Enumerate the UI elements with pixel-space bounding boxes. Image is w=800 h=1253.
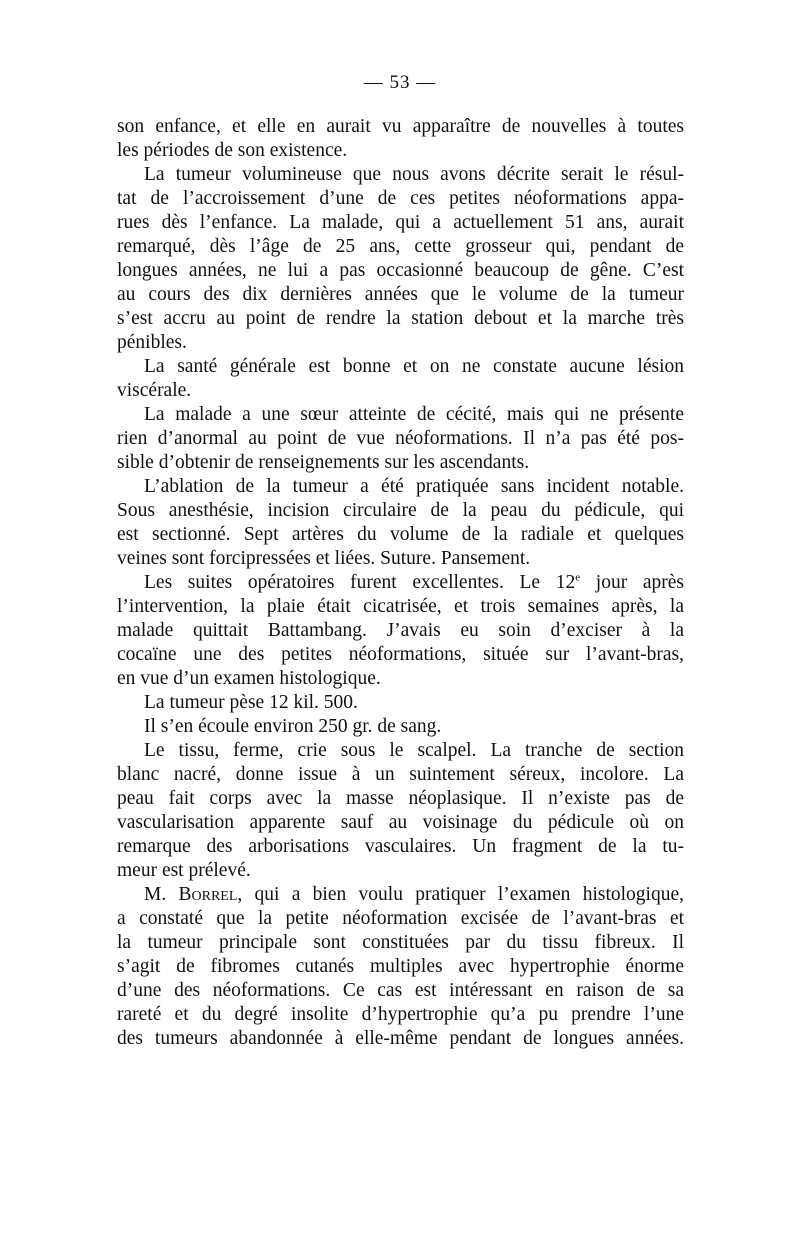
text-line: La malade a une sœur atteinte de cécité, mais qui ne présente bbox=[144, 404, 684, 425]
text-line: au cours des dix dernières années que le volume de la tumeur bbox=[117, 284, 684, 305]
text-line: L’ablation de la tumeur a été pratiquée sans incident notable. bbox=[144, 476, 684, 497]
text-line: longues années, ne lui a pas occasionné beaucoup de gêne. C’est bbox=[117, 260, 684, 281]
text-line: tat de l’accroissement d’une de ces petites néoformations appa- bbox=[117, 188, 684, 209]
text-line: pénibles. bbox=[117, 332, 187, 353]
text-line: Sous anesthésie, incision circulaire de la peau du pédicule, qui bbox=[117, 500, 684, 521]
text-line: Il s’en écoule environ 250 gr. de sang. bbox=[144, 716, 442, 737]
text-line: des tumeurs abandonnée à elle-même pendant de longues années. bbox=[117, 1028, 684, 1049]
text-line: rues dès l’enfance. La malade, qui a actuellement 51 ans, aurait bbox=[117, 212, 684, 233]
text-line: en vue d’un examen histologique. bbox=[117, 668, 381, 689]
text-line: sible d’obtenir de renseignements sur les ascendants. bbox=[117, 452, 530, 473]
text-line: malade quittait Battambang. J’avais eu soin d’exciser à la bbox=[117, 620, 684, 641]
text-line: s’agit de fibromes cutanés multiples avec hypertrophie énorme bbox=[117, 956, 684, 977]
body-text bbox=[117, 115, 684, 1051]
text-line: peau fait corps avec la masse néoplasique. Il n’existe pas de bbox=[117, 788, 684, 809]
text-line: La tumeur pèse 12 kil. 500. bbox=[144, 692, 358, 713]
text-line: La santé générale est bonne et on ne constate aucune lésion bbox=[144, 356, 684, 377]
text-line: rien d’anormal au point de vue néoformations. Il n’a pas été pos- bbox=[117, 428, 684, 449]
text-line: La tumeur volumineuse que nous avons décrite serait le résul- bbox=[144, 164, 684, 185]
text-line: l’intervention, la plaie était cicatrisée, et trois semaines après, la bbox=[117, 596, 684, 617]
text-segment: Les suites opératoires furent excellentes. Le 12 bbox=[144, 572, 576, 593]
text-line: cocaïne une des petites néoformations, située sur l’avant-bras, bbox=[117, 644, 684, 665]
text-line: veines sont forcipressées et liées. Suture. Pansement. bbox=[117, 548, 531, 569]
page-number: — 53 — bbox=[363, 72, 437, 93]
text-line: les périodes de son existence. bbox=[117, 140, 348, 161]
author-name: Borrel bbox=[178, 884, 238, 905]
text-line bbox=[117, 883, 684, 907]
text-line bbox=[117, 571, 684, 595]
text-segment: jour après bbox=[580, 572, 684, 593]
text-line: rareté et du degré insolite d’hypertrophie qu’a pu prendre l’une bbox=[117, 1004, 684, 1025]
text-line: blanc nacré, donne issue à un suintement séreux, incolore. La bbox=[117, 764, 684, 785]
text-line: d’une des néoformations. Ce cas est intéressant en raison de sa bbox=[117, 980, 684, 1001]
text-line: meur est prélevé. bbox=[117, 860, 251, 881]
ordinal-superscript: e bbox=[575, 571, 581, 584]
text-line: remarque des arborisations vasculaires. Un fragment de la tu- bbox=[117, 836, 684, 857]
text-line: s’est accru au point de rendre la station debout et la marche très bbox=[117, 308, 684, 329]
text-segment: M. bbox=[144, 884, 179, 905]
text-line: est sectionné. Sept artères du volume de la radiale et quelques bbox=[117, 524, 684, 545]
text-line: vascularisation apparente sauf au voisinage du pédicule où on bbox=[117, 812, 684, 833]
text-line: son enfance, et elle en aurait vu apparaître de nouvelles à toutes bbox=[117, 116, 684, 137]
text-line: remarqué, dès l’âge de 25 ans, cette grosseur qui, pendant de bbox=[117, 236, 684, 257]
text-line: la tumeur principale sont constituées par du tissu fibreux. Il bbox=[117, 932, 684, 953]
text-segment: , qui a bien voulu pratiquer l’examen histologique, bbox=[237, 884, 685, 905]
text-line: Le tissu, ferme, crie sous le scalpel. La tranche de section bbox=[144, 740, 684, 761]
text-line: a constaté que la petite néoformation excisée de l’avant-bras et bbox=[117, 908, 684, 929]
text-line: viscérale. bbox=[117, 380, 192, 401]
